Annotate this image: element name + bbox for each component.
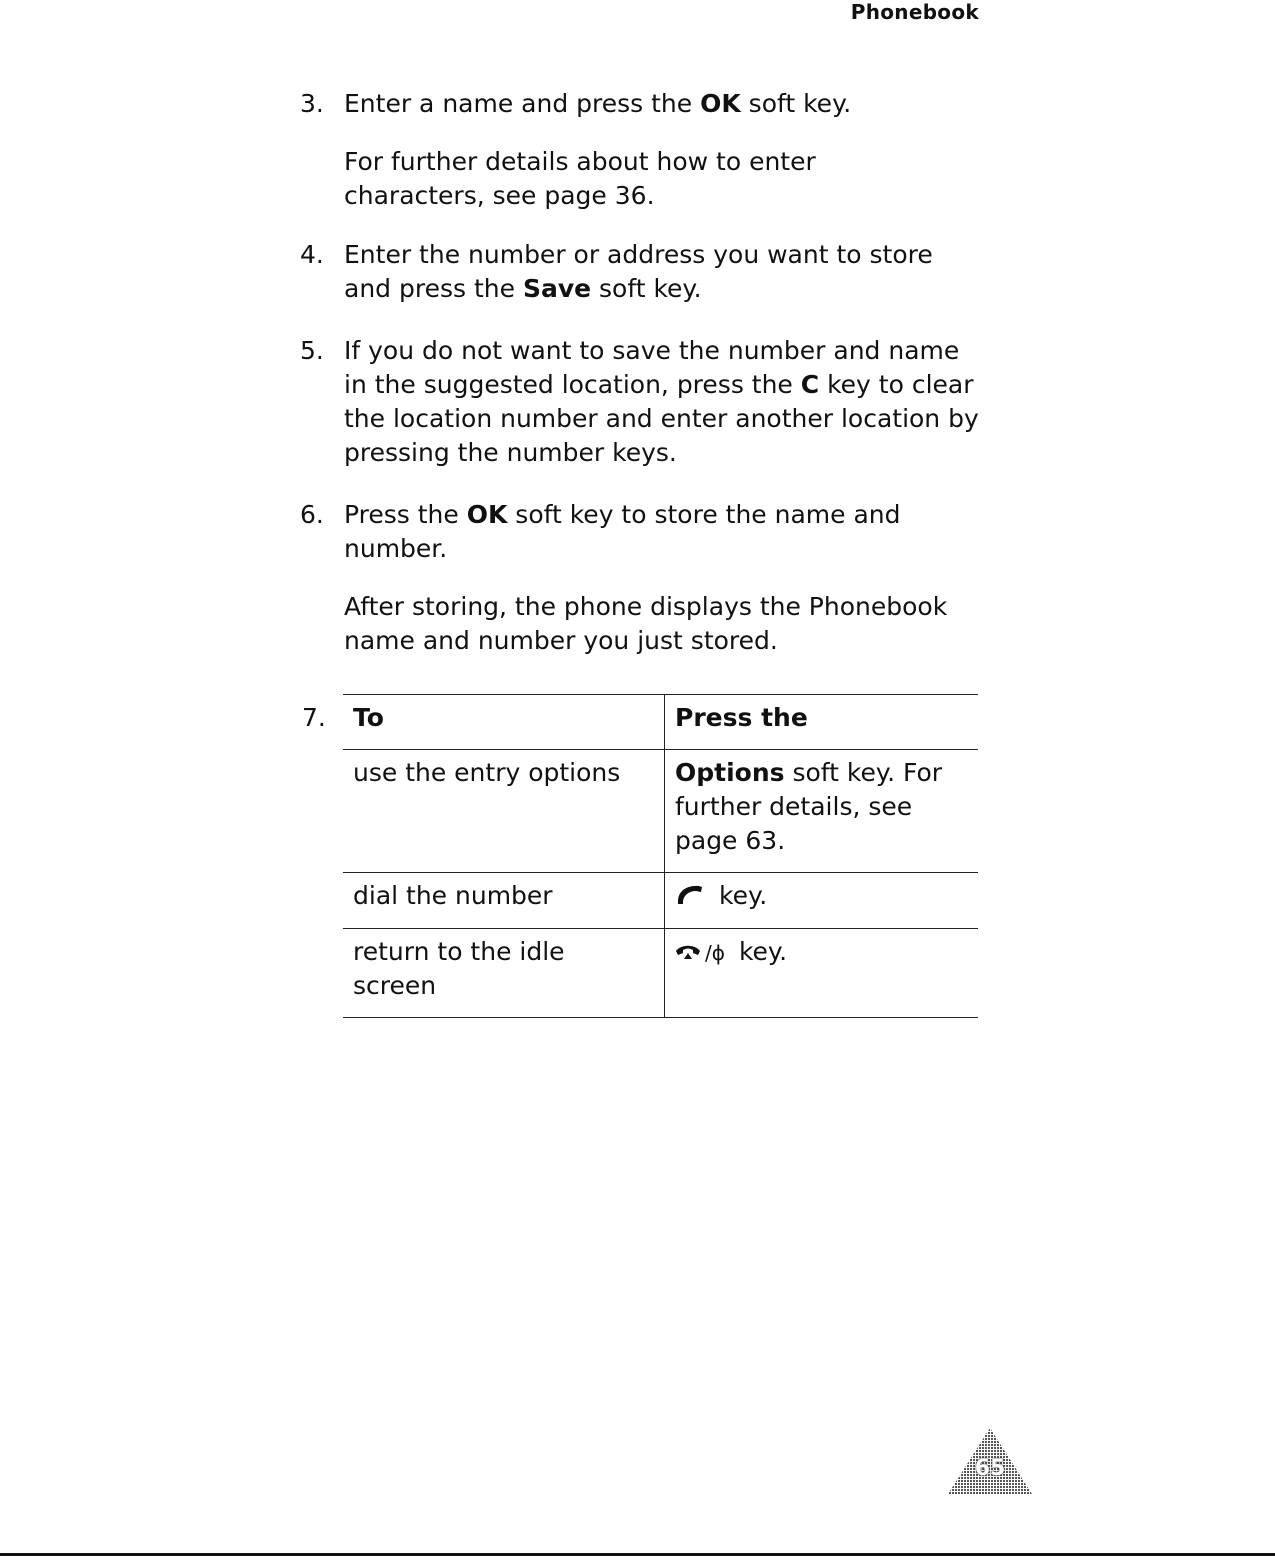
step-note: For further details about how to enter characters, see page 36. <box>344 147 816 210</box>
step-number: 6. <box>300 500 324 529</box>
section-header: Phonebook <box>850 0 979 24</box>
page-number-badge <box>946 1426 1034 1496</box>
step-7-number: 7. <box>302 703 326 732</box>
step-5 <box>300 334 990 470</box>
step-3 <box>300 87 990 213</box>
table-header-row <box>343 695 978 750</box>
column-header-press: Press the <box>665 695 979 750</box>
step-text: Enter a name and press the OK soft key. <box>344 89 852 118</box>
column-header-to: To <box>343 695 665 750</box>
table-row <box>343 873 978 929</box>
key-table <box>343 694 978 1018</box>
step-number: 5. <box>300 336 324 365</box>
send-key-icon <box>675 880 705 914</box>
table-row <box>343 929 978 1018</box>
cell-to: dial the number <box>343 873 665 929</box>
cell-press: Options soft key. For further details, see page 63. <box>665 750 979 873</box>
step-number: 4. <box>300 240 324 269</box>
table-row <box>343 750 978 873</box>
step-text: Press the OK soft key to store the name and number. <box>344 500 901 563</box>
step-note: After storing, the phone displays the Phonebook name and number you just stored. <box>344 592 948 655</box>
step-text: If you do not want to save the number and name in the suggested location, press the C key to clear the location number and enter another location by pressing the number keys. <box>344 336 979 467</box>
page-number: 65 <box>974 1456 1006 1481</box>
step-text: Enter the number or address you want to store and press the Save soft key. <box>344 240 933 303</box>
step-4 <box>300 238 990 306</box>
cell-press: /ɸ key. <box>665 929 979 1018</box>
cell-press: key. <box>665 873 979 929</box>
cell-to: use the entry options <box>343 750 665 873</box>
cell-to: return to the idle screen <box>343 929 665 1018</box>
end-power-key-icon <box>675 936 701 970</box>
step-number: 3. <box>300 89 324 118</box>
step-6 <box>300 498 990 658</box>
